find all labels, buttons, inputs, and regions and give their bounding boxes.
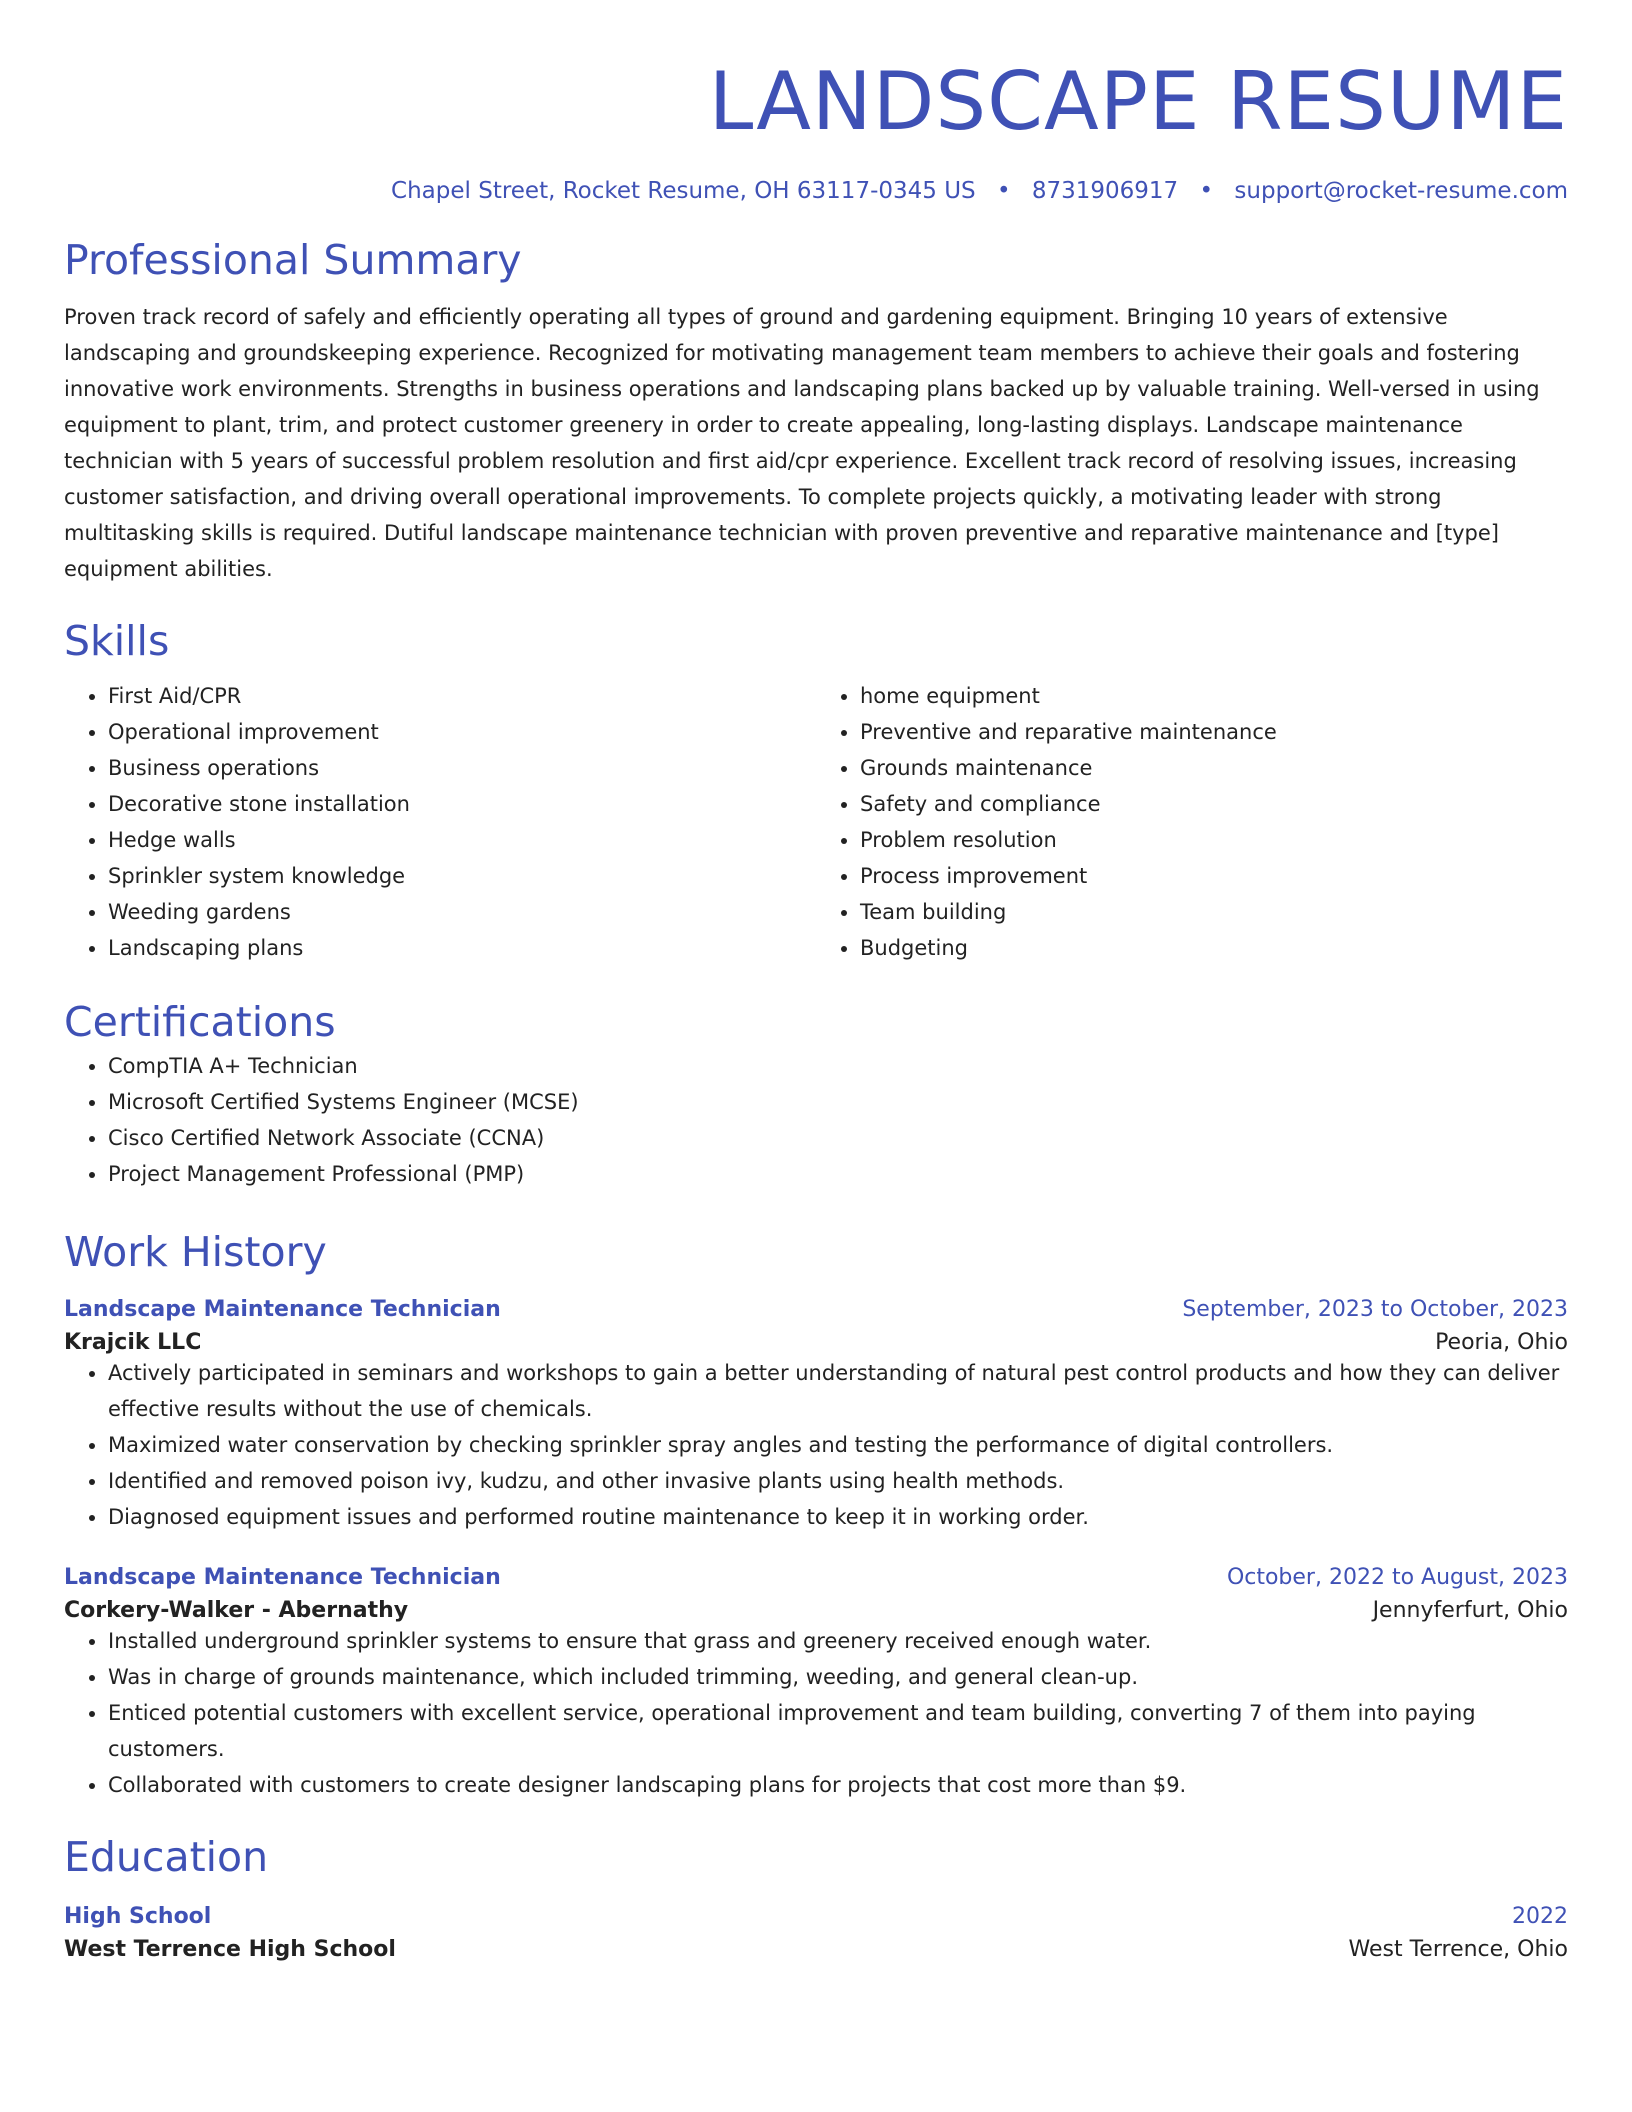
work-history-section — [64, 1228, 1568, 1803]
certification-item: • Cisco Certified Network Associate (CCNA) — [108, 1120, 1568, 1156]
skill-item: • Budgeting — [860, 930, 1568, 966]
job-bullet: • Actively participated in seminars and workshops to gain a better understanding of natural pest control products and how they can deliver effective results without the use of chemicals. — [108, 1355, 1568, 1427]
contact-line — [64, 178, 1568, 204]
education-header-row — [64, 1904, 1568, 1929]
job-location: Jennyferfurt, Ohio — [1372, 1597, 1568, 1623]
job-role: Landscape Maintenance Technician — [64, 1564, 501, 1590]
certification-item: • CompTIA A+ Technician — [108, 1048, 1568, 1084]
skills-list-right — [816, 678, 1568, 966]
job-bullet: • Collaborated with customers to create designer landscaping plans for projects that cost more than $9. — [108, 1767, 1568, 1803]
certifications-section — [64, 998, 1568, 1191]
skill-item: • Safety and compliance — [860, 786, 1568, 822]
skill-item: • Process improvement — [860, 858, 1568, 894]
skills-section — [64, 617, 1568, 966]
education-entry — [64, 1904, 1568, 1962]
job-dates: October, 2022 to August, 2023 — [1226, 1564, 1568, 1590]
job-bullet: • Enticed potential customers with excellent service, operational improvement and team building, converting 7 of them into paying customers. — [108, 1695, 1568, 1767]
skill-item: • home equipment — [860, 678, 1568, 714]
skill-item: • Sprinkler system knowledge — [108, 858, 816, 894]
skill-item: • Problem resolution — [860, 822, 1568, 858]
skills-grid — [64, 678, 1568, 966]
job-entry — [64, 1297, 1568, 1535]
job-location: Peoria, Ohio — [1435, 1329, 1568, 1355]
skills-list-left — [64, 678, 816, 966]
resume-header — [64, 55, 1568, 204]
skill-item: • Operational improvement — [108, 714, 816, 750]
job-bullet: • Maximized water conservation by checking sprinkler spray angles and testing the performance of digital controllers. — [108, 1427, 1568, 1463]
contact-phone: 8731906917 — [1031, 178, 1179, 204]
education-school-row — [64, 1937, 1568, 1962]
skill-item: • First Aid/CPR — [108, 678, 816, 714]
job-bullet: • Identified and removed poison ivy, kudzu, and other invasive plants using health methods. — [108, 1463, 1568, 1499]
contact-separator: • — [996, 178, 1011, 204]
job-bullets — [64, 1623, 1568, 1803]
job-role: Landscape Maintenance Technician — [64, 1296, 501, 1322]
job-company-row — [64, 1330, 1568, 1355]
job-company: Krajcik LLC — [64, 1329, 202, 1355]
skill-item: • Business operations — [108, 750, 816, 786]
skill-item: • Hedge walls — [108, 822, 816, 858]
contact-email: support@rocket-resume.com — [1234, 178, 1568, 204]
skill-item: • Preventive and reparative maintenance — [860, 714, 1568, 750]
education-school: West Terrence High School — [64, 1936, 396, 1962]
skill-item: • Team building — [860, 894, 1568, 930]
education-degree: High School — [64, 1903, 212, 1929]
contact-address: Chapel Street, Rocket Resume, OH 63117-0345 US — [391, 178, 976, 204]
resume-title: LANDSCAPE RESUME — [708, 55, 1568, 148]
certification-item: • Microsoft Certified Systems Engineer (MCSE) — [108, 1084, 1568, 1120]
education-section — [64, 1833, 1568, 1962]
certification-item: • Project Management Professional (PMP) — [108, 1156, 1568, 1192]
education-location: West Terrence, Ohio — [1348, 1936, 1568, 1962]
skill-item: • Weeding gardens — [108, 894, 816, 930]
job-dates: September, 2023 to October, 2023 — [1182, 1296, 1568, 1322]
skill-item: • Grounds maintenance — [860, 750, 1568, 786]
job-entry — [64, 1565, 1568, 1803]
education-year: 2022 — [1512, 1903, 1568, 1929]
job-bullet: • Installed underground sprinkler systems to ensure that grass and greenery received enough water. — [108, 1623, 1568, 1659]
job-company-row — [64, 1598, 1568, 1623]
skill-item: • Decorative stone installation — [108, 786, 816, 822]
job-bullet: • Diagnosed equipment issues and performed routine maintenance to keep it in working order. — [108, 1499, 1568, 1535]
certifications-heading: Certifications — [64, 998, 336, 1047]
certifications-list — [64, 1048, 1568, 1192]
skill-item: • Landscaping plans — [108, 930, 816, 966]
job-bullets — [64, 1355, 1568, 1535]
education-heading: Education — [64, 1832, 269, 1881]
summary-heading: Professional Summary — [64, 236, 522, 284]
job-header-row — [64, 1565, 1568, 1590]
summary-section — [64, 236, 1568, 587]
skills-heading: Skills — [64, 617, 170, 666]
summary-text: Proven track record of safely and efficiently operating all types of ground and gardening equipment. Bringing 10 years of extensive landscaping and groundskeeping experience. Recognized for motivating management team members to achieve their goals and fostering innovative work environments. Strengths in business operations and landscaping plans backed up by valuable training. Well-versed in using equipment to plant, trim, and protect customer greenery in order to create appealing, long-lasting displays. Landscape maintenance technician with 5 years of successful problem resolution and first aid/cpr experience. Excellent track record of resolving issues, increasing customer satisfaction, and driving overall operational improvements. To complete projects quickly, a motivating leader with strong multitasking skills is required. Dutiful landscape maintenance technician with proven preventive and reparative maintenance and [type] equipment abilities. — [64, 305, 1540, 582]
job-bullet: • Was in charge of grounds maintenance, which included trimming, weeding, and general clean-up. — [108, 1659, 1568, 1695]
job-header-row — [64, 1297, 1568, 1322]
job-company: Corkery-Walker - Abernathy — [64, 1597, 409, 1623]
work-history-heading: Work History — [64, 1227, 327, 1276]
contact-separator: • — [1199, 178, 1214, 204]
